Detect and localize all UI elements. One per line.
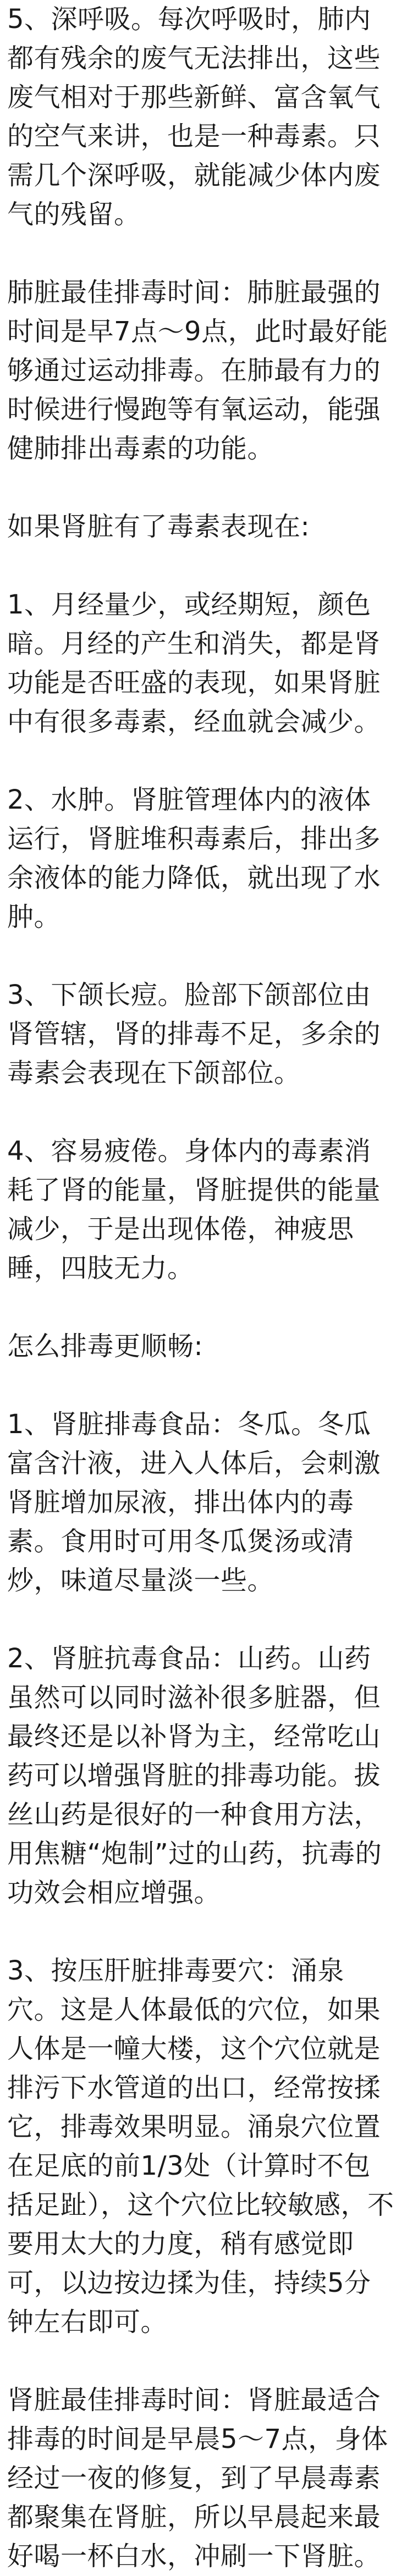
paragraph-spacer: [7, 1288, 396, 1327]
paragraph-kidney-detox-time: 肾脏最佳排毒时间：肾脏最适合排毒的时间是早晨5～7点，身体经过一夜的修复，到了早晨毒素都聚集在肾脏，所以早晨起来最好喝一杯白水，冲刷一下肾脏。: [7, 2385, 388, 2572]
section-heading-detox-methods: 怎么排毒更顺畅:: [7, 1331, 204, 1362]
paragraph-spacer: [7, 1912, 396, 1952]
paragraph-spacer: [7, 546, 396, 585]
list-item-winter-melon: 1、肾脏排毒食品：冬瓜。冬瓜富含汁液，进入人体后，会刺激肾脏增加尿液，排出体内的毒素。食用时可用冬瓜煲汤或清炒，味道尽量淡一些。: [7, 1409, 381, 1596]
paragraph-spacer: [7, 937, 396, 976]
paragraph-lung-detox-time: 肺脏最佳排毒时间：肺脏最强的时间是早7点～9点，此时最好能够通过运动排毒。在肺最有力的时候进行慢跑等有氧运动，能强健肺排出毒素的功能。: [7, 277, 388, 464]
list-item-yongquan-acupoint: 3、按压肝脏排毒要穴：涌泉穴。这是人体最低的穴位，如果人体是一幢大楼，这个穴位就是排污下水管道的出口，经常按揉它，排毒效果明显。涌泉穴位置在足底的前1/3处（计算时不包括足趾），这个穴位比较敏感，不要用太大的力度，稍有感觉即可，以边按边揉为佳，持续5分钟左右即可。: [7, 1955, 394, 2337]
paragraph-deep-breathing: 5、深呼吸。每次呼吸时，肺内都有残余的废气无法排出，这些废气相对于那些新鲜、富含氧气的空气来讲，也是一种毒素。只需几个深呼吸，就能减少体内废气的残留。: [7, 4, 381, 230]
section-heading-kidney-toxins: 如果肾脏有了毒素表现在:: [7, 511, 310, 542]
list-item-yam: 2、肾脏抗毒食品：山药。山药虽然可以同时滋补很多脏器，但最终还是以补肾为主，经常吃山药可以增强肾脏的排毒功能。拔丝山药是很好的一种食用方法，用焦糖“炮制”过的山药，抗毒的功效会相应增强。: [7, 1643, 382, 1908]
list-item-menstruation: 1、月经量少，或经期短，颜色暗。月经的产生和消失，都是肾功能是否旺盛的表现，如果肾脏中有很多毒素，经血就会减少。: [7, 589, 381, 737]
paragraph-spacer: [7, 468, 396, 507]
paragraph-spacer: [7, 1093, 396, 1132]
list-item-edema: 2、水肿。肾脏管理体内的液体运行，肾脏堆积毒素后，排出多余液体的能力降低，就出现了水肿。: [7, 784, 381, 932]
paragraph-spacer: [7, 1600, 396, 1639]
paragraph-spacer: [7, 234, 396, 273]
paragraph-spacer: [7, 1366, 396, 1405]
list-item-fatigue: 4、容易疲倦。身体内的毒素消耗了肾的能量，肾脏提供的能量减少，于是出现体倦，神疲思睡，四肢无力。: [7, 1136, 381, 1284]
paragraph-spacer: [7, 2342, 396, 2381]
paragraph-spacer: [7, 742, 396, 781]
list-item-chin-acne: 3、下颌长痘。脸部下颌部位由肾管辖，肾的排毒不足，多余的毒素会表现在下颌部位。: [7, 980, 381, 1088]
